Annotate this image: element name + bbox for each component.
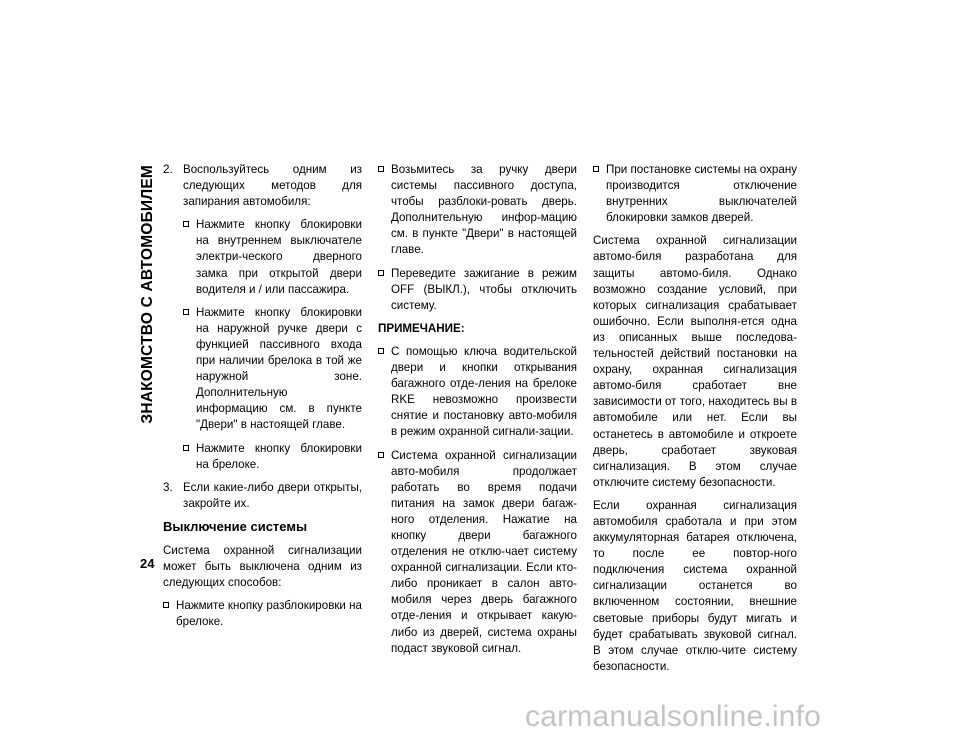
square-bullet-icon	[593, 166, 599, 172]
list-item	[183, 441, 362, 473]
square-bullet-icon	[183, 309, 189, 315]
list-item-text: Нажмите кнопку блокировки на наружной ручке двери с функцией пассивного входа при наличии брелока в той же наружной зоне. Дополнительную информацию см. в пункте "Двери" в настоящей главе.	[196, 305, 362, 432]
item-number: 2.	[163, 163, 173, 176]
paragraph: Система охранной сигнализации может быть выключена одним из следующих способов:	[163, 543, 362, 590]
square-bullet-icon	[163, 602, 169, 608]
list-item-text: При постановке системы на охрану производится отключение внутренних выключателей блокировки замков дверей.	[606, 163, 798, 225]
square-bullet-icon	[183, 445, 189, 451]
square-bullet-icon	[378, 348, 384, 354]
square-bullet-icon	[378, 166, 384, 172]
numbered-item-2	[163, 162, 362, 210]
paragraph: Если охранная сигнализация автомобиля сработала и при этом аккумуляторная батарея отключена, то после ее повтор-ного подключения система охранной сигнализации останется во включенном состоянии, внешние световые приборы будут мигать и будет срабатывать звуковой сигнал. В этом случае отклю-чите систему безопасности.	[593, 498, 797, 673]
list-item	[183, 217, 362, 297]
list-item	[593, 162, 797, 226]
side-title-text: ЗНАКОМСТВО С АВТОМОБИЛЕМ	[139, 164, 156, 424]
square-bullet-icon	[378, 270, 384, 276]
note-label: ПРИМЕЧАНИЕ:	[378, 321, 465, 335]
column-2	[378, 162, 577, 664]
list-item-text: Возьмитесь за ручку двери системы пассивного доступа, чтобы разблоки-ровать дверь. Дополнительную инфор-мацию см. в пункте "Двери" в настоящей главе.	[391, 163, 577, 257]
list-item-text: Нажмите кнопку разблокировки на брелоке.	[176, 599, 362, 629]
list-item	[378, 266, 577, 314]
column-3	[593, 162, 797, 682]
list-item	[183, 305, 362, 434]
list-item	[163, 598, 362, 630]
list-item-text: Система охранной сигнализации авто-мобиля продолжает работать во время подачи питания на замок двери багаж-ного отделения. Нажатие на кнопку двери багажного отделения не отклю-чает систему охранной сигнализации. Если кто-либо проникает в салон авто-мобиля через дверь багажного отде-ления и открывает какую-либо из дверей, система охраны подаст звуковой сигнал.	[391, 448, 577, 655]
item-number: 3.	[163, 480, 173, 494]
list-item-text: Нажмите кнопку блокировки на внутреннем выключателе электри-ческого дверного замка при открытой двери водителя и / или пассажира.	[196, 218, 362, 296]
square-bullet-icon	[378, 452, 384, 458]
list-item-text: Нажмите кнопку блокировки на брелоке.	[196, 441, 362, 471]
sub-bullet-list	[183, 217, 362, 472]
page-number: 24	[140, 556, 155, 571]
list-item-text: С помощью ключа водительской двери и кнопки открывания багажного отде-ления на брелоке RKE невозможно произвести снятие и постановку авто-мобиля в режим охранной сигнали-зации.	[391, 344, 577, 439]
list-item	[378, 344, 577, 441]
numbered-item-3	[163, 480, 362, 512]
section-side-title	[136, 160, 160, 428]
column-1	[163, 162, 362, 637]
list-item	[378, 448, 577, 657]
square-bullet-icon	[183, 221, 189, 227]
watermark-text: carmanualsonline.info	[525, 700, 822, 733]
list-item-text: Переведите зажигание в режим OFF (ВЫКЛ.), чтобы отключить систему.	[391, 266, 577, 312]
item-text: Воспользуйтесь одним из следующих методов для запирания автомобиля:	[183, 163, 362, 209]
item-text: Если какие-либо двери открыты, закройте их.	[183, 480, 362, 510]
paragraph: Система охранной сигнализации автомо-биля разработана для защиты автомо-биля. Однако возможно создание условий, при которых сигнализация срабатывает ошибочно. Если выполня-ется одна из описанных выше последова-тельностей действий постановки на охрану, охранная сигнализация автомо-биля сработает вне зависимости от того, находитесь вы в автомобиле или нет. Если вы останетесь в автомобиле и откроете дверь, сработает звуковая сигнализация. В этом случае отключите систему безопасности.	[593, 234, 797, 489]
section-heading: Выключение системы	[163, 518, 308, 534]
list-item	[378, 162, 577, 259]
